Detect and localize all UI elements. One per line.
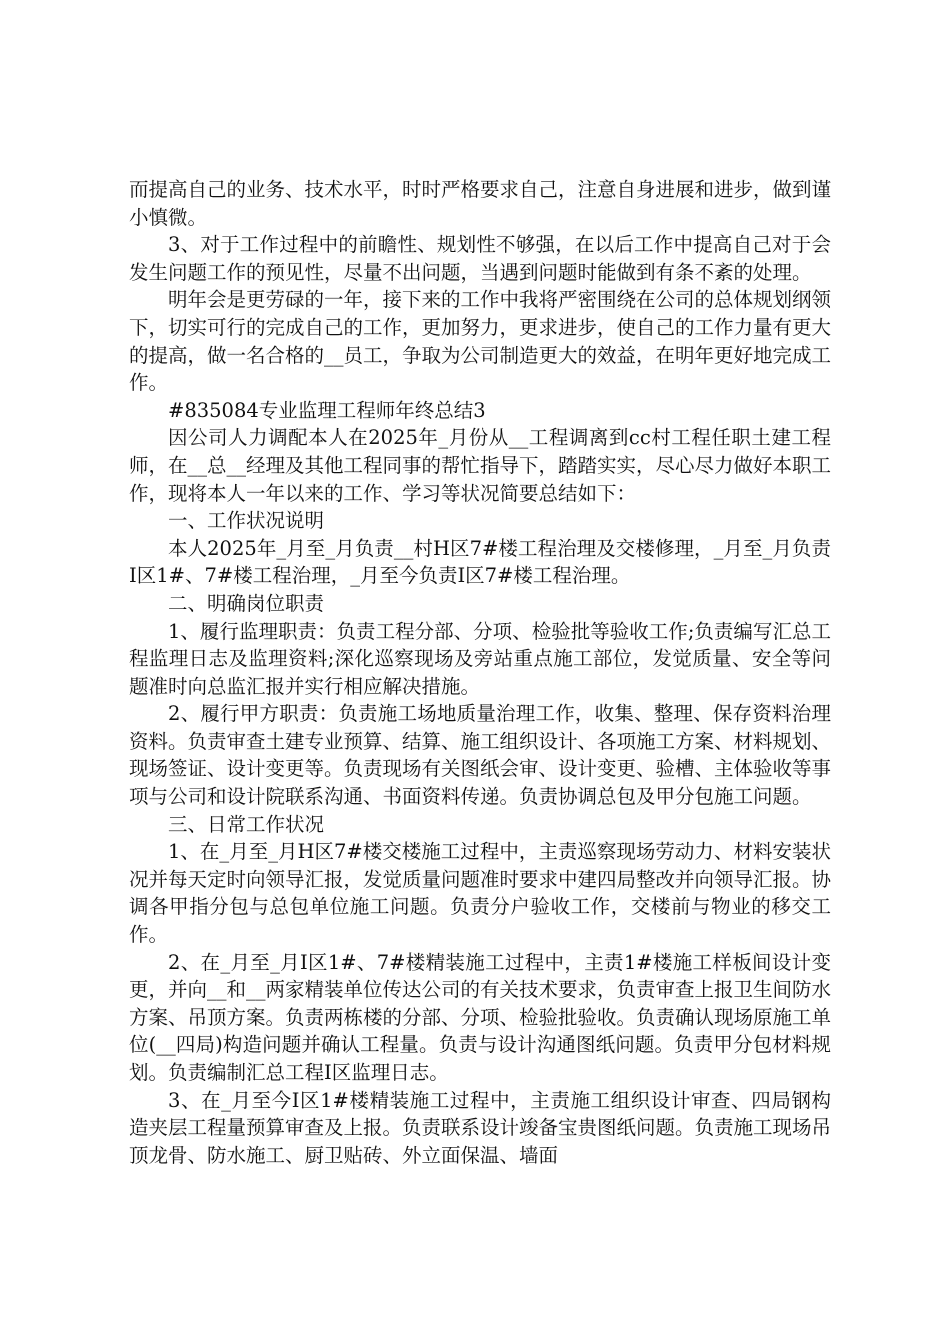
- paragraph-1: 而提高自己的业务、技术水平，时时严格要求自己，注意自身进展和进步，做到谨小慎微。: [129, 178, 832, 229]
- paragraph-work-status: 本人2025年_月至_月负责__村H区7#楼工程治理及交楼修理，_月至_月负责I区1#、7#楼工程治理，_月至今负责I区7#楼工程治理。: [129, 536, 831, 588]
- paragraph-duty-1: 1、履行监理职责：负责工程分部、分项、检验批等验收工作;负责编写汇总工程监理日志及监理资料;深化巡察现场及旁站重点施工部位，发觉质量、安全等问题准时向总监汇报并实行相应解决措施。: [129, 619, 831, 698]
- heading-2: 二、明确岗位职责: [168, 591, 325, 615]
- paragraph-daily-1: 1、在_月至_月H区7#楼交楼施工过程中，主责巡察现场劳动力、材料安装状况并每天定时向领导汇报，发觉质量问题准时要求中建四局整改并向领导汇报。协调各甲指分包与总包单位施工问题。负责分户验收工作，交楼前与物业的移交工作。: [129, 840, 832, 947]
- heading-3: 三、日常工作状况: [168, 812, 325, 836]
- document-body: [129, 176, 831, 1169]
- heading-1: 一、工作状况说明: [168, 509, 325, 533]
- paragraph-daily-2: 2、在_月至_月I区1#、7#楼精装施工过程中，主责1#楼施工样板间设计变更，并向__和__两家精装单位传达公司的有关技术要求，负责审查上报卫生间防水方案、吊顶方案。负责两栋楼的分部、分项、检验批验收。负责确认现场原施工单位(__四局)构造问题并确认工程量。负责与设计沟通图纸问题。负责甲分包材料规划。负责编制汇总工程I区监理日志。: [129, 950, 832, 1084]
- section-title: #835084专业监理工程师年终总结3: [168, 398, 486, 422]
- paragraph-duty-2: 2、履行甲方职责：负责施工场地质量治理工作，收集、整理、保存资料治理资料。负责审查土建专业预算、结算、施工组织设计、各项施工方案、材料规划、现场签证、设计变更等。负责现场有关图纸会审、设计变更、验槽、主体验收等事项与公司和设计院联系沟通、书面资料传递。负责协调总包及甲分包施工问题。: [129, 702, 832, 809]
- paragraph-daily-3: 3、在_月至今I区1#楼精装施工过程中，主责施工组织设计审查、四局钢构造夹层工程量预算审查及上报。负责联系设计竣备宝贵图纸问题。负责施工现场吊顶龙骨、防水施工、厨卫贴砖、外立面保温、墙面: [129, 1088, 832, 1167]
- paragraph-intro: 因公司人力调配本人在2025年_月份从__工程调离到cc村工程任职土建工程师，在__总__经理及其他工程同事的帮忙指导下，踏踏实实，尽心尽力做好本职工作，现将本人一年以来的工作、学习等状况简要总结如下：: [129, 426, 832, 505]
- paragraph-3: 明年会是更劳碌的一年，接下来的工作中我将严密围绕在公司的总体规划纲领下，切实可行的完成自己的工作，更加努力，更求进步，使自己的工作力量有更大的提高，做一名合格的__员工，争取为公司制造更大的效益，在明年更好地完成工作。: [129, 288, 832, 395]
- paragraph-2: 3、对于工作过程中的前瞻性、规划性不够强，在以后工作中提高自己对于会发生问题工作的预见性，尽量不出问题，当遇到问题时能做到有条不紊的处理。: [129, 233, 831, 284]
